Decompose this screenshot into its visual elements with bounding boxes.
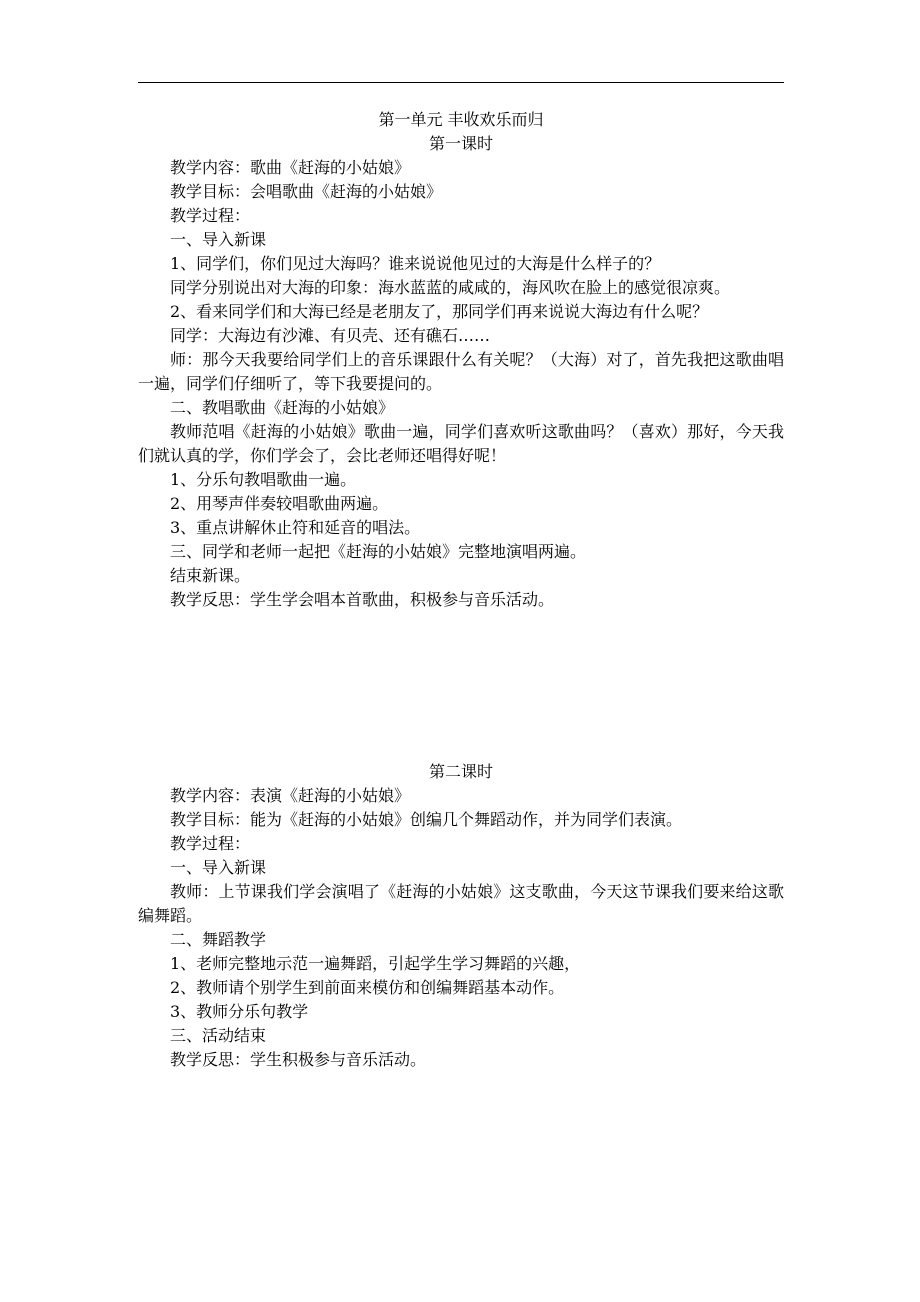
header-rule bbox=[138, 82, 784, 83]
paragraph: 三、同学和老师一起把《赶海的小姑娘》完整地演唱两遍。 bbox=[170, 542, 587, 561]
paragraph: 1、分乐句教唱歌曲一遍。 bbox=[170, 470, 357, 489]
unit-title: 第一单元 丰收欢乐而归 bbox=[378, 110, 544, 129]
paragraph: 师：那今天我要给同学们上的音乐课跟什么有关呢？（大海）对了，首先我把这歌曲唱一遍，同学们仔细听了，等下我要提问的。 bbox=[138, 350, 784, 393]
paragraph: 三、活动结束 bbox=[170, 1026, 267, 1045]
paragraph: 同学分别说出对大海的印象：海水蓝蓝的咸咸的，海风吹在脸上的感觉很凉爽。 bbox=[170, 278, 731, 297]
paragraph: 教学目标：能为《赶海的小姑娘》创编几个舞蹈动作，并为同学们表演。 bbox=[170, 810, 683, 829]
paragraph: 1、老师完整地示范一遍舞蹈，引起学生学习舞蹈的兴趣， bbox=[170, 954, 581, 973]
paragraph: 一、导入新课 bbox=[170, 230, 267, 249]
lesson-2-title: 第二课时 bbox=[428, 762, 493, 781]
paragraph: 教学过程： bbox=[170, 206, 251, 225]
paragraph: 教学目标：会唱歌曲《赶海的小姑娘》 bbox=[170, 182, 443, 201]
paragraph: 二、舞蹈教学 bbox=[170, 930, 267, 949]
paragraph: 3、重点讲解休止符和延音的唱法。 bbox=[170, 518, 421, 537]
paragraph: 1、同学们，你们见过大海吗？谁来说说他见过的大海是什么样子的？ bbox=[170, 254, 661, 273]
paragraph: 2、教师请个别学生到前面来模仿和创编舞蹈基本动作。 bbox=[170, 978, 565, 997]
paragraph: 2、看来同学们和大海已经是老朋友了，那同学们再来说说大海边有什么呢？ bbox=[170, 302, 709, 321]
paragraph: 一、导入新课 bbox=[170, 858, 267, 877]
lesson-1-section bbox=[138, 108, 784, 612]
paragraph: 教师：上节课我们学会演唱了《赶海的小姑娘》这支歌曲，今天这节课我们要来给这歌编舞蹈。 bbox=[138, 882, 784, 925]
paragraph: 2、用琴声伴奏较唱歌曲两遍。 bbox=[170, 494, 389, 513]
paragraph: 教学内容：表演《赶海的小姑娘》 bbox=[170, 786, 411, 805]
lesson-2-section bbox=[138, 760, 784, 1072]
paragraph: 教学反思：学生学会唱本首歌曲，积极参与音乐活动。 bbox=[170, 590, 555, 609]
paragraph: 教学内容：歌曲《赶海的小姑娘》 bbox=[170, 158, 411, 177]
paragraph: 同学：大海边有沙滩、有贝壳、还有礁石…… bbox=[170, 326, 491, 345]
paragraph: 教师范唱《赶海的小姑娘》歌曲一遍，同学们喜欢听这歌曲吗？（喜欢）那好，今天我们就认真的学，你们学会了，会比老师还唱得好呢！ bbox=[138, 422, 784, 465]
paragraph: 二、教唱歌曲《赶海的小姑娘》 bbox=[170, 398, 395, 417]
lesson-1-title: 第一课时 bbox=[428, 134, 493, 153]
paragraph: 结束新课。 bbox=[170, 566, 251, 585]
paragraph: 3、教师分乐句教学 bbox=[170, 1002, 309, 1021]
paragraph: 教学反思：学生积极参与音乐活动。 bbox=[170, 1050, 427, 1069]
paragraph: 教学过程： bbox=[170, 834, 251, 853]
